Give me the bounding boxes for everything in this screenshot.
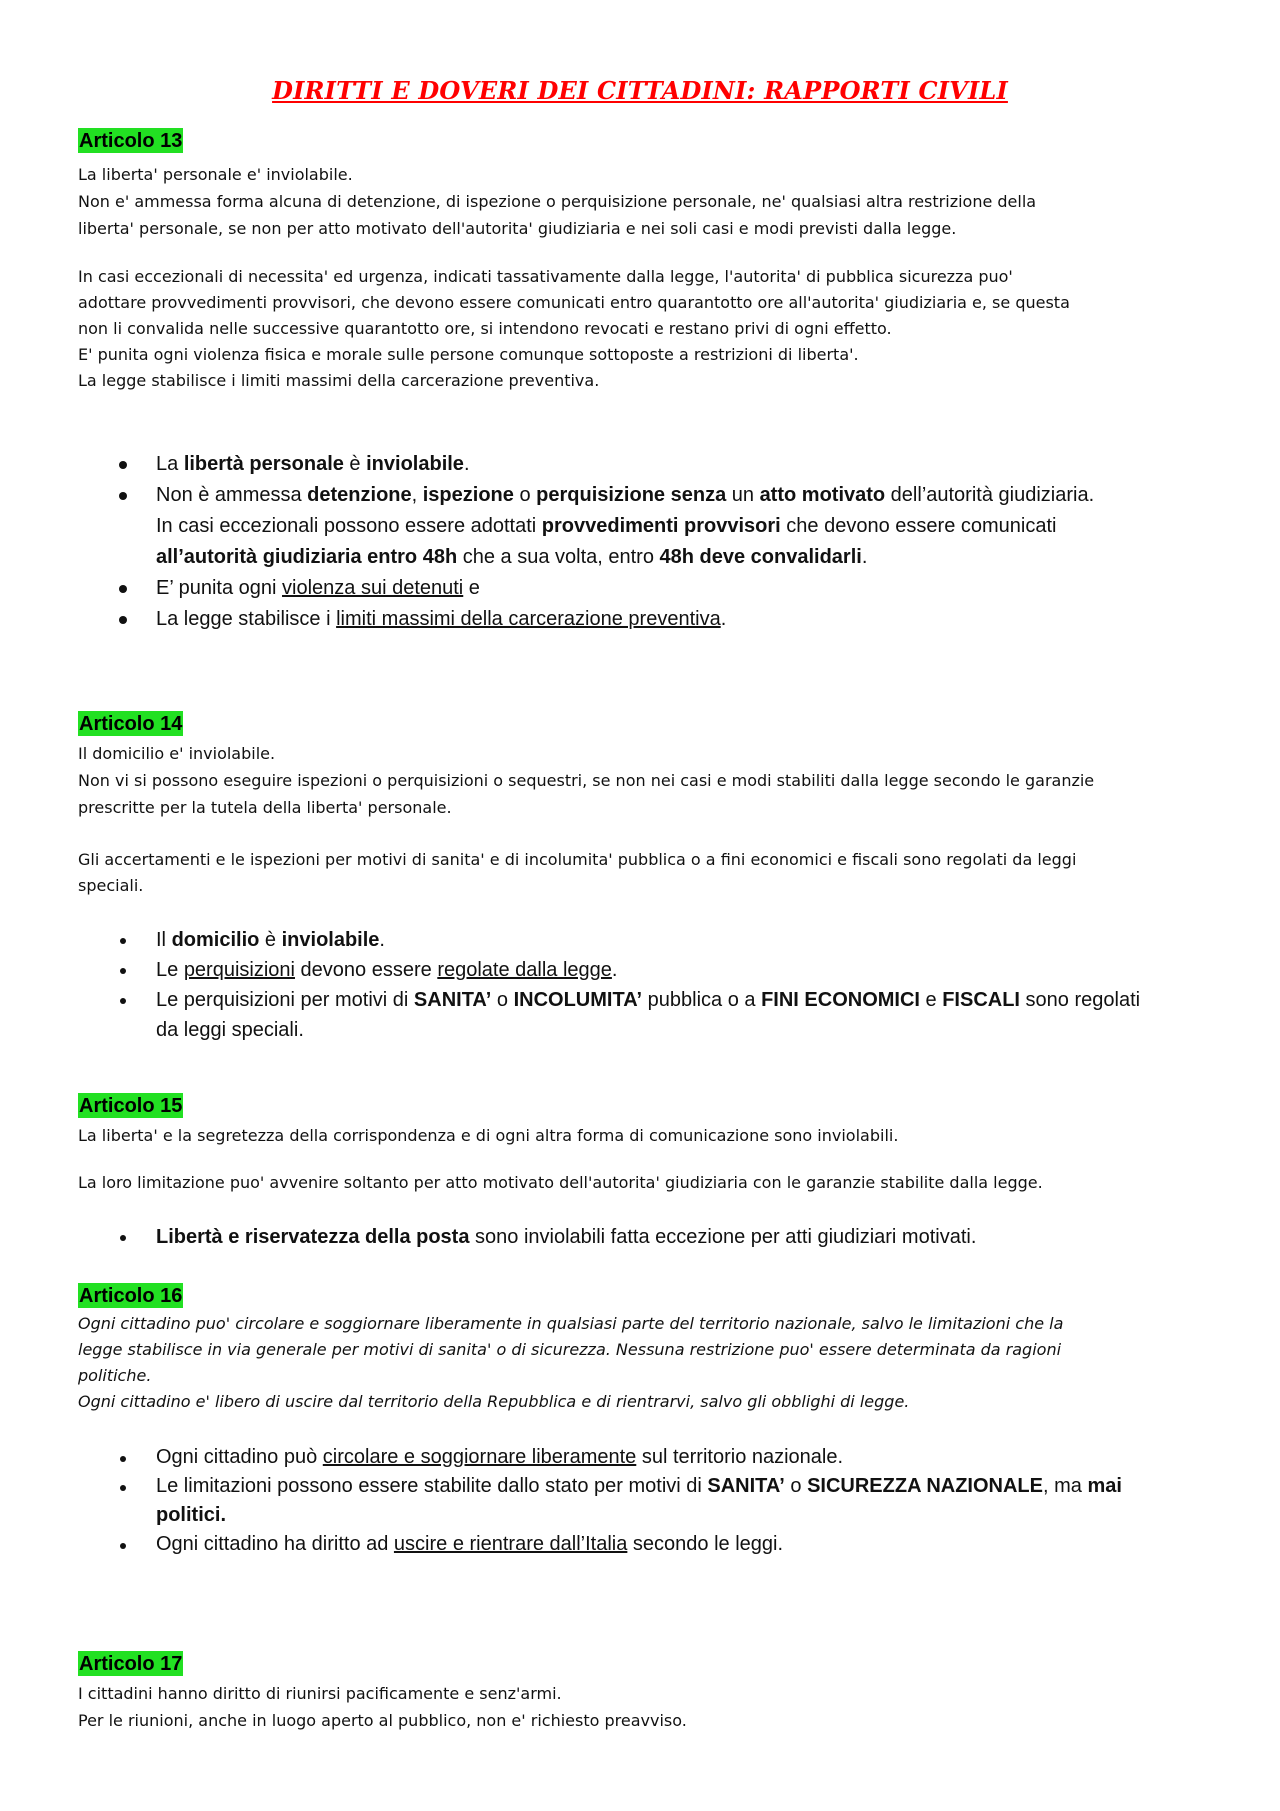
text-line: Gli accertamenti e le ispezioni per motivi di sanita' e di incolumita' pubblica o a fini economici e fiscali sono regolati da leggi — [78, 850, 1077, 869]
article-15-heading: Articolo 15 — [79, 1095, 183, 1117]
text-line: adottare provvedimenti provvisori, che devono essere comunicati entro quarantotto ore all'autorita' giudiziaria e, se questa — [78, 293, 1070, 312]
list-item: Le limitazioni possono essere stabilite dallo stato per motivi di SANITA’ o SICUREZZA NAZIONALE, ma mai politici. — [116, 1472, 1216, 1530]
text-line: Ogni cittadino e' libero di uscire dal territorio della Repubblica e di rientrarvi, salvo gli obblighi di legge. — [78, 1392, 910, 1411]
article-14-text-2 — [78, 847, 1208, 899]
list-item: La libertà personale è inviolabile. — [116, 449, 1216, 480]
text-line: politiche. — [78, 1366, 152, 1385]
article-13-heading: Articolo 13 — [79, 130, 183, 152]
text-line: Per le riunioni, anche in luogo aperto al pubblico, non e' richiesto preavviso. — [78, 1711, 687, 1730]
list-item: La legge stabilisce i limiti massimi della carcerazione preventiva. — [116, 604, 1216, 635]
text-line: La legge stabilisce i limiti massimi della carcerazione preventiva. — [78, 371, 600, 390]
article-15-summary — [116, 1222, 1216, 1253]
text-line: E' punita ogni violenza fisica e morale sulle persone comunque sottoposte a restrizioni di liberta'. — [78, 345, 859, 364]
text-line: Non vi si possono eseguire ispezioni o perquisizioni o sequestri, se non nei casi e modi stabiliti dalla legge secondo le garanzie — [78, 771, 1095, 790]
list-item: Le perquisizioni devono essere regolate dalla legge. — [116, 955, 1216, 985]
text-line: La liberta' personale e' inviolabile. — [78, 165, 353, 184]
page-title: DIRITTI E DOVERI DEI CITTADINI: RAPPORTI CIVILI — [272, 76, 1008, 105]
text-line: non li convalida nelle successive quarantotto ore, si intendono revocati e restano privi di ogni effetto. — [78, 319, 892, 338]
text-line: I cittadini hanno diritto di riunirsi pacificamente e senz'armi. — [78, 1684, 562, 1703]
article-16-heading: Articolo 16 — [79, 1285, 183, 1307]
list-item: Il domicilio è inviolabile. — [116, 925, 1216, 955]
text-line: speciali. — [78, 876, 144, 895]
text-line: Il domicilio e' inviolabile. — [78, 744, 276, 763]
article-14-text-1 — [78, 740, 1208, 821]
article-17-heading: Articolo 17 — [79, 1653, 183, 1675]
article-14-summary — [116, 925, 1216, 1045]
article-13-text-1 — [78, 161, 1208, 242]
list-item: Ogni cittadino può circolare e soggiornare liberamente sul territorio nazionale. — [116, 1443, 1216, 1472]
text-line: liberta' personale, se non per atto motivato dell'autorita' giudiziaria e nei soli casi e modi previsti dalla legge. — [78, 219, 957, 238]
text-line: Ogni cittadino puo' circolare e soggiornare liberamente in qualsiasi parte del territorio nazionale, salvo le limitazioni che la — [78, 1314, 1064, 1333]
article-13-summary — [116, 449, 1216, 635]
text-line: Non e' ammessa forma alcuna di detenzione, di ispezione o perquisizione personale, ne' qualsiasi altra restrizione della — [78, 192, 1037, 211]
article-16-summary — [116, 1443, 1216, 1559]
article-16-text-1 — [78, 1311, 1208, 1415]
article-15-text-1: La liberta' e la segretezza della corrispondenza e di ogni altra forma di comunicazione sono inviolabili. — [78, 1126, 899, 1145]
text-line: In casi eccezionali di necessita' ed urgenza, indicati tassativamente dalla legge, l'autorita' di pubblica sicurezza puo' — [78, 267, 1013, 286]
list-item: Libertà e riservatezza della posta sono inviolabili fatta eccezione per atti giudiziari motivati. — [116, 1222, 1216, 1253]
list-item: Ogni cittadino ha diritto ad uscire e rientrare dall’Italia secondo le leggi. — [116, 1530, 1216, 1559]
article-17-text-1 — [78, 1680, 1208, 1734]
list-item: Le perquisizioni per motivi di SANITA’ o INCOLUMITA’ pubblica o a FINI ECONOMICI e FISCALI sono regolati da leggi speciali. — [116, 985, 1216, 1045]
text-line: legge stabilisce in via generale per motivi di sanita' o di sicurezza. Nessuna restrizione puo' essere determinata da ragioni — [78, 1340, 1062, 1359]
list-item: E’ punita ogni violenza sui detenuti e — [116, 573, 1216, 604]
article-13-text-2 — [78, 264, 1208, 394]
article-15-text-2: La loro limitazione puo' avvenire soltanto per atto motivato dell'autorita' giudiziaria con le garanzie stabilite dalla legge. — [78, 1173, 1043, 1192]
list-item: Non è ammessa detenzione, ispezione o perquisizione senza un atto motivato dell’autorità giudiziaria. In casi eccezionali possono essere adottati provvedimenti provvisori che devono essere comunicati all’autorità giudiziaria entro 48h che a sua volta, entro 48h deve convalidarli. — [116, 480, 1216, 573]
text-line: prescritte per la tutela della liberta' personale. — [78, 798, 452, 817]
article-14-heading: Articolo 14 — [79, 713, 183, 735]
